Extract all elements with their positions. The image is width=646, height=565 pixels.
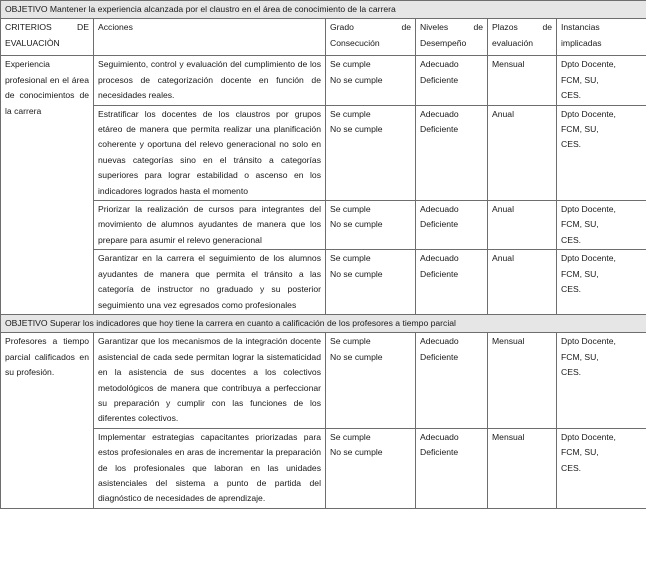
plazo-cell [488, 250, 557, 315]
header-text: de [542, 22, 552, 33]
grado-value: Se cumple [330, 336, 371, 347]
header-text: EVALUACIÒN [5, 37, 60, 48]
instancia-value: Dpto Docente, [561, 204, 616, 215]
objective-text: Superar los indicadores que hoy tiene la carrera en cuanto a calificación de los profesores a tiempo parcial [49, 317, 456, 328]
plazo-cell [488, 56, 557, 105]
plazo-cell [488, 105, 557, 200]
header-text: Plazos [492, 22, 518, 33]
nivel-value: Adecuado [420, 253, 459, 264]
plazo-value: Anual [492, 108, 514, 119]
criterion-cell: Profesores a tiempo parcial calificados en su profesión. [1, 333, 94, 508]
instancia-value: CES. [561, 367, 582, 378]
nivel-value: Adecuado [420, 204, 459, 215]
header-acciones [94, 19, 326, 56]
nivel-value: Deficiente [420, 74, 459, 85]
instancia-value: Dpto Docente, [561, 336, 616, 347]
plazo-value: Anual [492, 253, 514, 264]
action-cell: Seguimiento, control y evaluación del cumplimiento de los procesos de categorización docente en función de necesidades reales. [94, 56, 326, 105]
grado-value: Se cumple [330, 59, 371, 70]
nivel-value: Deficiente [420, 219, 459, 230]
header-grado [326, 19, 416, 56]
grado-value: Se cumple [330, 431, 371, 442]
nivel-value: Adecuado [420, 336, 459, 347]
header-text: de [473, 22, 483, 33]
grado-value: No se cumple [330, 351, 383, 362]
nivel-cell [416, 333, 488, 428]
plazo-value: Mensual [492, 336, 525, 347]
grado-value: Se cumple [330, 253, 371, 264]
nivel-value: Deficiente [420, 351, 459, 362]
instancia-value: FCM, SU, [561, 268, 599, 279]
grado-cell [326, 333, 416, 428]
header-text: Desempeño [420, 37, 467, 48]
header-text: Instancias [561, 22, 600, 33]
table-row [1, 56, 646, 105]
grado-cell [326, 105, 416, 200]
instancia-value: Dpto Docente, [561, 431, 616, 442]
grado-value: No se cumple [330, 219, 383, 230]
instancia-value: CES. [561, 234, 582, 245]
plazo-cell [488, 333, 557, 428]
instancias-cell [557, 201, 646, 250]
instancia-value: CES. [561, 462, 582, 473]
objective-row [1, 1, 646, 19]
header-text: de [401, 22, 411, 33]
table-row [1, 428, 646, 508]
objective-label: OBJETIVO [5, 317, 48, 328]
action-cell: Priorizar la realización de cursos para integrantes del movimiento de alumnos ayudantes de manera que los prepare para asumir el relevo generacional [94, 201, 326, 250]
action-cell: Garantizar que los mecanismos de la integración docente asistencial de cada sede permitan lograr la sistematicidad en la asistencia de sus docentes a los colectivos metodológicos de manera que contribuya a perfeccionar su preparación y cumplir con las funciones de los diferentes colectivos. [94, 333, 326, 428]
instancia-value: FCM, SU, [561, 219, 599, 230]
grado-value: No se cumple [330, 124, 383, 135]
objective-label: OBJETIVO [5, 4, 48, 14]
header-text: Niveles [420, 22, 449, 33]
action-cell: Garantizar en la carrera el seguimiento de los alumnos ayudantes de manera que permita el tránsito a las categoría de instructor no graduado y su posterior seguimiento una vez egresados como profesionales [94, 250, 326, 315]
instancias-cell [557, 105, 646, 200]
instancia-value: FCM, SU, [561, 124, 599, 135]
grado-cell [326, 56, 416, 105]
nivel-value: Deficiente [420, 124, 459, 135]
instancia-value: FCM, SU, [561, 74, 599, 85]
instancias-cell [557, 428, 646, 508]
header-criterios [1, 19, 94, 56]
header-text: Grado [330, 22, 354, 33]
instancia-value: Dpto Docente, [561, 108, 616, 119]
table-row [1, 333, 646, 428]
action-cell: Estratificar los docentes de los claustros por grupos etáreo de manera que permita realizar una planificación coherente y oportuna del relevo generacional no solo en nuevas categorías sino en el tránsito a categorías superiores para lograr estabilidad o ascenso en los indicadores logrados hasta el momento [94, 105, 326, 200]
plazo-cell [488, 201, 557, 250]
header-text: DE [77, 22, 89, 33]
instancia-value: FCM, SU, [561, 351, 599, 362]
instancias-cell [557, 333, 646, 428]
header-text: CRITERIOS [5, 22, 52, 33]
instancia-value: CES. [561, 90, 582, 101]
nivel-cell [416, 105, 488, 200]
objective-cell [1, 1, 646, 19]
grado-cell [326, 201, 416, 250]
grado-value: No se cumple [330, 268, 383, 279]
table-row [1, 201, 646, 250]
nivel-cell [416, 250, 488, 315]
header-instancias [557, 19, 646, 56]
nivel-value: Adecuado [420, 431, 459, 442]
criterion-cell: Experiencia profesional en el área de conocimientos de la carrera [1, 56, 94, 315]
header-text: Acciones [98, 22, 133, 33]
nivel-value: Adecuado [420, 59, 459, 70]
plazo-value: Mensual [492, 431, 525, 442]
nivel-cell [416, 56, 488, 105]
plazo-cell [488, 428, 557, 508]
nivel-value: Deficiente [420, 268, 459, 279]
grado-cell [326, 428, 416, 508]
instancia-value: Dpto Docente, [561, 59, 616, 70]
nivel-cell [416, 428, 488, 508]
instancia-value: Dpto Docente, [561, 253, 616, 264]
table-row [1, 105, 646, 200]
action-cell: Implementar estrategias capacitantes priorizadas para estos profesionales en aras de incrementar la preparación de los profesionales que laboran en las unidades asistenciales del sistema a punto de partida del diagnóstico de necesidades de aprendizaje. [94, 428, 326, 508]
plazo-value: Anual [492, 204, 514, 215]
instancias-cell [557, 250, 646, 315]
header-plazos [488, 19, 557, 56]
grado-value: No se cumple [330, 74, 383, 85]
header-row [1, 19, 646, 56]
instancia-value: FCM, SU, [561, 447, 599, 458]
header-text: evaluación [492, 37, 534, 48]
grado-value: Se cumple [330, 204, 371, 215]
grado-cell [326, 250, 416, 315]
grado-value: Se cumple [330, 108, 371, 119]
grado-value: No se cumple [330, 447, 383, 458]
nivel-value: Deficiente [420, 447, 459, 458]
plazo-value: Mensual [492, 59, 525, 70]
instancias-cell [557, 56, 646, 105]
header-text: implicadas [561, 37, 602, 48]
objective-text: Mantener la experiencia alcanzada por el claustro en el área de conocimiento de la carrera [49, 4, 396, 14]
nivel-value: Adecuado [420, 108, 459, 119]
nivel-cell [416, 201, 488, 250]
header-niveles [416, 19, 488, 56]
instancia-value: CES. [561, 139, 582, 150]
objective-cell [1, 314, 646, 332]
header-text: Consecución [330, 37, 380, 48]
objective-row [1, 314, 646, 332]
instancia-value: CES. [561, 284, 582, 295]
table-row [1, 250, 646, 315]
